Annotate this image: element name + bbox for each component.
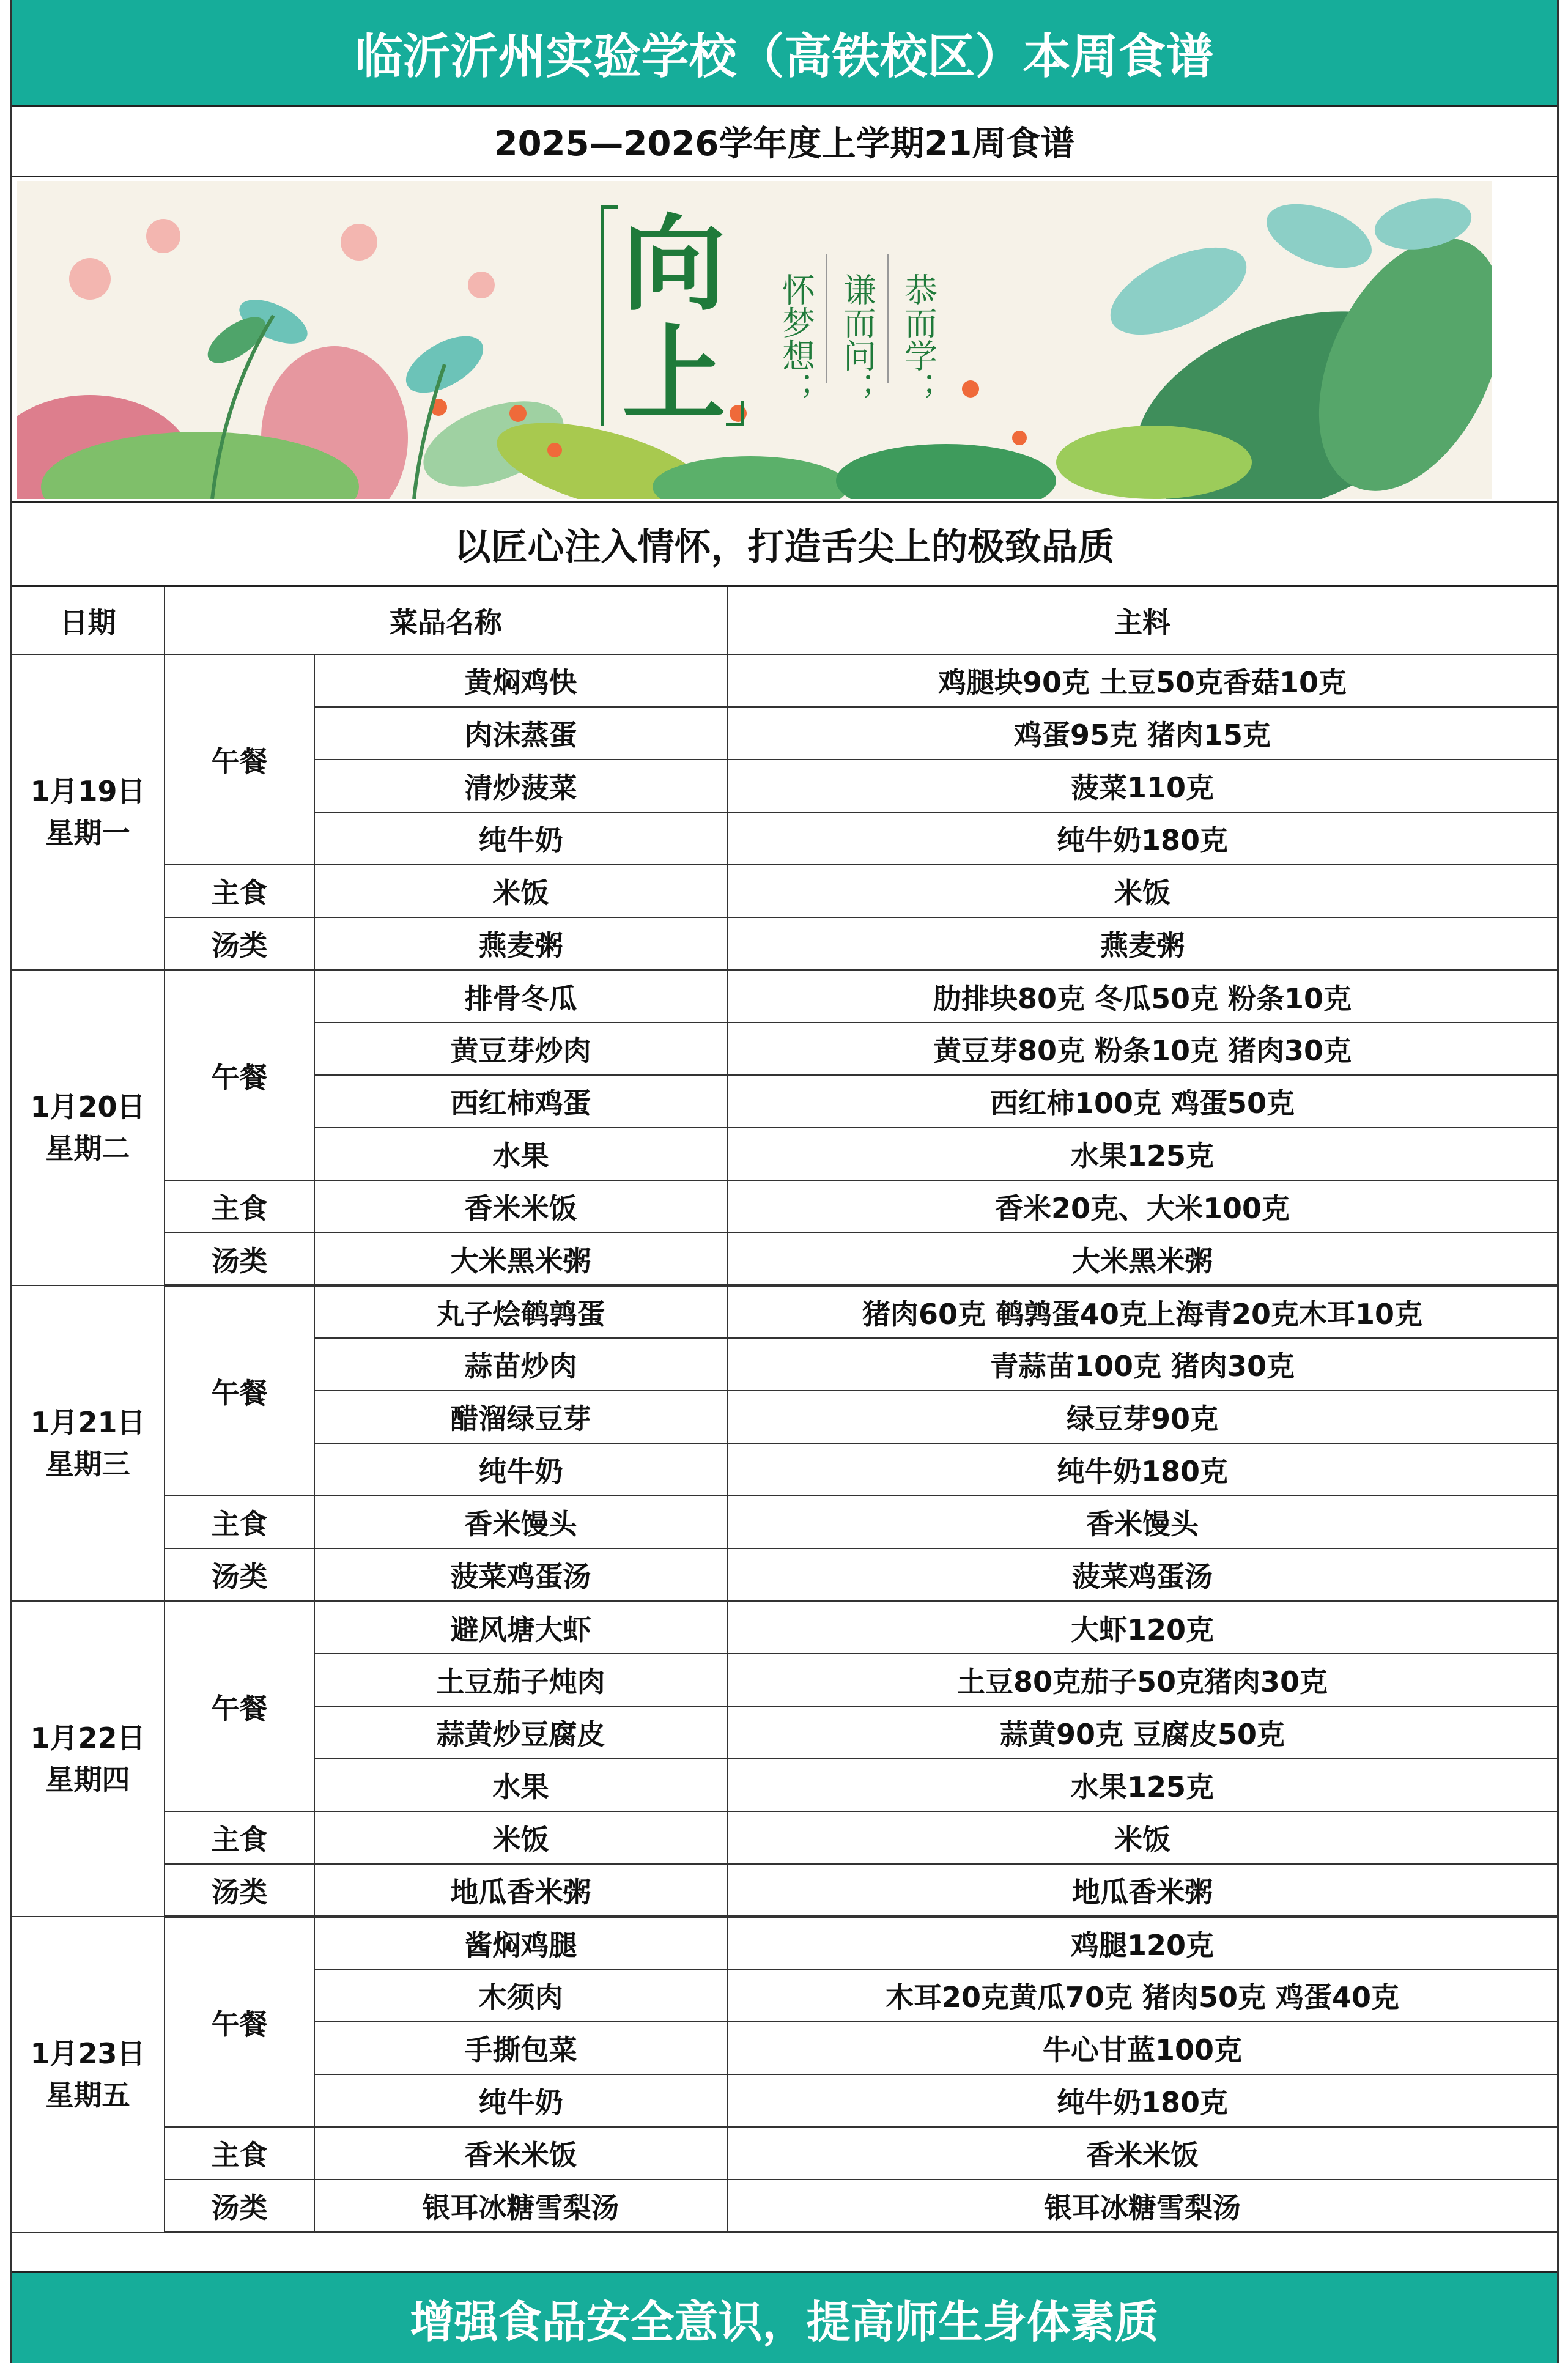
dish-name: 大米黑米粥 [314,1233,727,1285]
dish-name: 醋溜绿豆芽 [314,1391,727,1443]
banner-poem-line-2: 谦而问； [838,273,877,405]
dish-name: 蒜苗炒肉 [314,1338,727,1391]
dish-name: 银耳冰糖雪梨汤 [314,2180,727,2232]
table-row [12,1180,1557,1233]
dish-ingredients: 水果125克 [727,1128,1557,1180]
meal-label-soup: 汤类 [165,1548,314,1601]
footer-banner: 增强食品安全意识，提高师生身体素质 [12,2271,1557,2363]
table-row [12,1917,1557,1969]
dish-name: 纯牛奶 [314,2074,727,2127]
meal-label-lunch: 午餐 [165,654,314,865]
dish-name: 水果 [314,1128,727,1180]
meal-label-staple: 主食 [165,2127,314,2180]
table-row [12,917,1557,970]
dish-ingredients: 纯牛奶180克 [727,812,1557,865]
dish-name: 西红柿鸡蛋 [314,1075,727,1128]
dish-name: 香米馒头 [314,1496,727,1548]
dish-ingredients: 肋排块80克 冬瓜50克 粉条10克 [727,970,1557,1022]
dish-name: 黄焖鸡快 [314,654,727,707]
dish-ingredients: 菠菜鸡蛋汤 [727,1548,1557,1601]
table-row [12,1864,1557,1917]
date-label: 1月21日 [30,1406,146,1439]
dish-ingredients: 蒜黄90克 豆腐皮50克 [727,1706,1557,1759]
dish-ingredients: 菠菜110克 [727,760,1557,812]
banner-poem-line-1: 恭而学； [899,273,938,405]
table-row [12,654,1557,707]
dish-name: 米饭 [314,865,727,917]
dish-ingredients: 香米米饭 [727,2127,1557,2180]
table-row [12,1601,1557,1654]
dish-ingredients: 米饭 [727,1811,1557,1864]
meal-label-lunch: 午餐 [165,1285,314,1496]
table-row [12,1285,1557,1338]
table-row [12,1496,1557,1548]
weekday-label: 星期四 [45,1763,130,1796]
dish-ingredients: 鸡蛋95克 猪肉15克 [727,707,1557,760]
weekday-label: 星期一 [45,816,130,849]
dish-name: 纯牛奶 [314,1443,727,1496]
dish-name: 地瓜香米粥 [314,1864,727,1917]
banner-artwork [17,181,1492,499]
dish-name: 蒜黄炒豆腐皮 [314,1706,727,1759]
table-row [12,1548,1557,1601]
dish-name: 丸子烩鹌鹑蛋 [314,1285,727,1338]
dish-name: 肉沫蒸蛋 [314,707,727,760]
dish-ingredients: 鸡腿块90克 土豆50克香菇10克 [727,654,1557,707]
dish-ingredients: 木耳20克黄瓜70克 猪肉50克 鸡蛋40克 [727,1969,1557,2022]
meal-label-soup: 汤类 [165,917,314,970]
table-row [12,1233,1557,1285]
dish-name: 土豆茄子炖肉 [314,1654,727,1706]
dish-ingredients: 水果125克 [727,1759,1557,1811]
dish-ingredients: 香米馒头 [727,1496,1557,1548]
banner-illustration [12,177,1557,503]
header-date: 日期 [12,587,165,654]
table-row [12,2127,1557,2180]
dish-ingredients: 绿豆芽90克 [727,1391,1557,1443]
table-row [12,970,1557,1022]
dish-ingredients: 大虾120克 [727,1601,1557,1654]
dish-name: 燕麦粥 [314,917,727,970]
header-dish: 菜品名称 [165,587,727,654]
meal-label-lunch: 午餐 [165,1917,314,2127]
meal-label-soup: 汤类 [165,1233,314,1285]
menu-table [12,587,1557,2233]
dish-ingredients: 米饭 [727,865,1557,917]
banner-char-2: 上 [621,314,727,435]
meal-label-soup: 汤类 [165,1864,314,1917]
dish-ingredients: 纯牛奶180克 [727,2074,1557,2127]
dish-name: 避风塘大虾 [314,1601,727,1654]
dish-name: 香米米饭 [314,2127,727,2180]
meal-label-staple: 主食 [165,865,314,917]
date-cell [12,1917,165,2232]
date-label: 1月22日 [30,1721,146,1755]
dish-ingredients: 西红柿100克 鸡蛋50克 [727,1075,1557,1128]
table-header-row [12,587,1557,654]
dish-ingredients: 银耳冰糖雪梨汤 [727,2180,1557,2232]
weekday-label: 星期二 [45,1132,130,1165]
dish-name: 纯牛奶 [314,812,727,865]
dish-name: 酱焖鸡腿 [314,1917,727,1969]
weekday-label: 星期三 [45,1448,130,1481]
date-cell [12,970,165,1285]
dish-ingredients: 地瓜香米粥 [727,1864,1557,1917]
date-label: 1月20日 [30,1090,146,1123]
dish-ingredients: 香米20克、大米100克 [727,1180,1557,1233]
dish-ingredients: 土豆80克茄子50克猪肉30克 [727,1654,1557,1706]
meal-label-soup: 汤类 [165,2180,314,2232]
banner-char-1: 向 [621,204,727,325]
meal-label-lunch: 午餐 [165,970,314,1180]
meal-label-lunch: 午餐 [165,1601,314,1811]
page-title: 临沂沂州实验学校（高铁校区）本周食谱 [12,0,1557,107]
table-row [12,1811,1557,1864]
meal-label-staple: 主食 [165,1496,314,1548]
date-cell [12,1601,165,1917]
dish-name: 米饭 [314,1811,727,1864]
date-label: 1月23日 [30,2037,146,2070]
dish-ingredients: 黄豆芽80克 粉条10克 猪肉30克 [727,1022,1557,1075]
dish-name: 香米米饭 [314,1180,727,1233]
dish-name: 手撕包菜 [314,2022,727,2074]
dish-name: 清炒菠菜 [314,760,727,812]
dish-ingredients: 牛心甘蓝100克 [727,2022,1557,2074]
dish-name: 菠菜鸡蛋汤 [314,1548,727,1601]
dish-ingredients: 青蒜苗100克 猪肉30克 [727,1338,1557,1391]
dish-name: 黄豆芽炒肉 [314,1022,727,1075]
weekday-label: 星期五 [45,2079,130,2112]
dish-name: 水果 [314,1759,727,1811]
dish-name: 木须肉 [314,1969,727,2022]
menu-page [10,0,1559,2363]
table-row [12,2180,1557,2232]
header-ingredients: 主料 [727,587,1557,654]
dish-ingredients: 纯牛奶180克 [727,1443,1557,1496]
date-cell [12,654,165,970]
dish-ingredients: 燕麦粥 [727,917,1557,970]
date-label: 1月19日 [30,775,146,808]
table-row [12,865,1557,917]
banner-poem-line-3: 怀梦想； [777,273,816,405]
slogan: 以匠心注入情怀，打造舌尖上的极致品质 [12,503,1557,587]
dish-ingredients: 猪肉60克 鹌鹑蛋40克上海青20克木耳10克 [727,1285,1557,1338]
menu-subtitle: 2025—2026学年度上学期21周食谱 [12,107,1557,177]
dish-name: 排骨冬瓜 [314,970,727,1022]
meal-label-staple: 主食 [165,1180,314,1233]
dish-ingredients: 大米黑米粥 [727,1233,1557,1285]
dish-ingredients: 鸡腿120克 [727,1917,1557,1969]
date-cell [12,1285,165,1601]
meal-label-staple: 主食 [165,1811,314,1864]
